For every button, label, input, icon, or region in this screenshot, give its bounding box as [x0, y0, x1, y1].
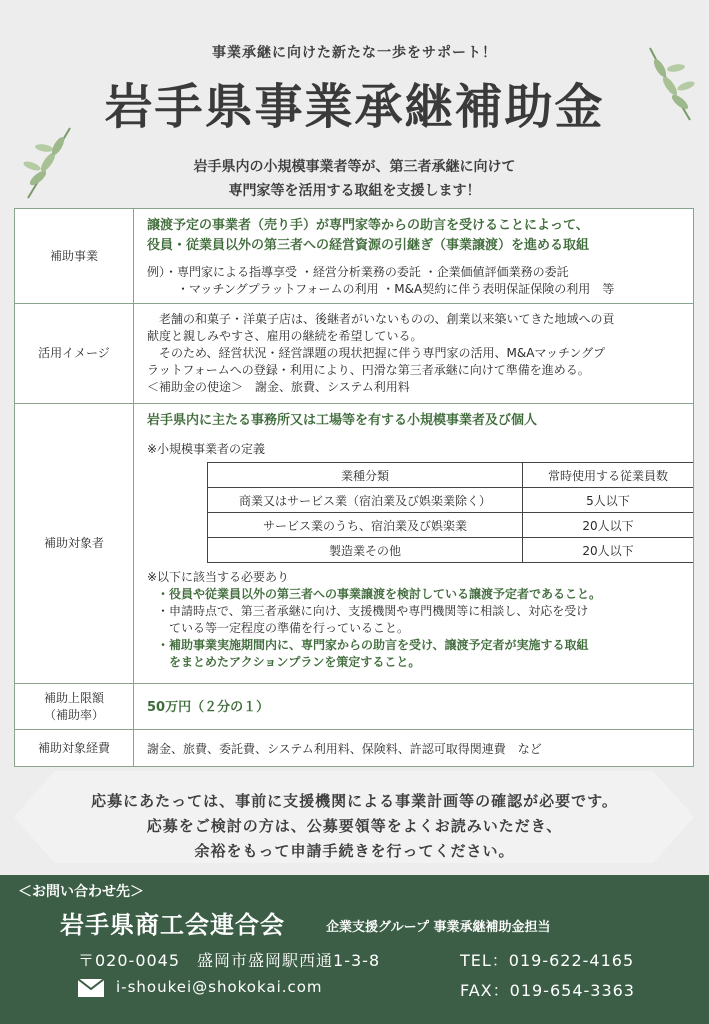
- usage-line-3: そのため、経営状況・経営課題の現状把握に伴う専門家の活用、M&Aマッチングプ: [147, 346, 606, 360]
- def-row-employees: 20人以下: [523, 538, 694, 563]
- mail-icon: [78, 979, 104, 997]
- telephone: TEL：019-622-4165: [460, 951, 635, 970]
- page-title: 岩手県事業承継補助金: [104, 79, 605, 135]
- project-heading-1: 譲渡予定の事業者（売り手）が専門家等からの助言を受けることによって、: [147, 218, 589, 233]
- def-row-employees: 20人以下: [523, 513, 694, 538]
- project-heading-2: 役員・従業員以外の第三者への経営資源の引継ぎ（事業譲渡）を進める取組: [147, 238, 590, 253]
- label-eligible: 補助対象者: [15, 404, 134, 684]
- subtitle-line-2: 専門家等を活用する取組を支援します！: [228, 183, 481, 199]
- address: 〒020-0045 盛岡市盛岡駅西通1-3-8: [78, 951, 381, 970]
- usage-line-2: 献度と親しみやすさ、雇用の継続を希望している。: [147, 329, 423, 343]
- tagline: 事業承継に向けた新たな一歩をサポート！: [212, 45, 497, 61]
- example-line-2: ・マッチングプラットフォームの利用 ・M&A契約に伴う表明保証保険の利用 等: [177, 282, 615, 296]
- def-row-category: 製造業その他: [208, 538, 523, 563]
- def-header-category: 業種分類: [208, 463, 523, 488]
- subtitle-line-1: 岩手県内の小規模事業者等が、第三者承継に向けて: [193, 159, 516, 175]
- notice-line-3: 余裕をもって申請手続きを行ってください。: [194, 842, 515, 860]
- label-usage-image: 活用イメージ: [15, 304, 134, 404]
- email-address[interactable]: i-shoukei@shokokai.com: [116, 978, 323, 996]
- info-table: [14, 208, 694, 767]
- usage-line-5: ＜補助金の使途＞ 謝金、旅費、システム利用料: [147, 380, 410, 394]
- notice-line-2: 応募をご検討の方は、公募要領等をよくお読みいただき、: [146, 817, 563, 835]
- definition-note: ※小規模事業者の定義: [147, 442, 266, 456]
- def-row-employees: 5人以下: [523, 488, 694, 513]
- eligible-heading: 岩手県内に主たる事務所又は工場等を有する小規模事業者及び個人: [147, 413, 538, 428]
- usage-line-1: 老舗の和菓子・洋菓子店は、後継者がいないものの、創業以来築いてきた地域への貢: [147, 312, 615, 326]
- def-header-employees: 常時使用する従業員数: [523, 463, 694, 488]
- organization-name: 岩手県商工会連合会: [60, 911, 285, 939]
- requirement-3: ・補助事業実施期間内に、専門家からの助言を受け、譲渡予定者が実施する取組 をまとめたアクションプランを策定すること。: [157, 638, 589, 669]
- department: 企業支援グループ 事業承継補助金担当: [326, 920, 551, 935]
- requirement-note: ※以下に該当する必要あり: [147, 570, 290, 584]
- usage-line-4: ラットフォームへの登録・利用により、円滑な第三者承継に向けて準備を進める。: [147, 363, 590, 377]
- contact-label: ＜お問い合わせ先＞: [18, 884, 144, 900]
- label-eligible-expenses: 補助対象経費: [15, 730, 134, 767]
- def-row-category: 商業又はサービス業（宿泊業及び娯楽業除く）: [208, 488, 523, 513]
- fax: FAX：019-654-3363: [460, 981, 635, 1000]
- upper-limit-value: 50万円（２分の１）: [147, 699, 270, 715]
- label-upper-limit: 補助上限額 （補助率）: [15, 684, 134, 730]
- example-line-1: 例）・専門家による指導享受 ・経営分析業務の委託 ・企業価値評価業務の委託: [147, 265, 569, 279]
- requirement-2: ・申請時点で、第三者承継に向け、支援機関や専門機関等に相談し、対応を受け ている等一定程度の準備を行っていること。: [157, 604, 589, 635]
- notice-line-1: 応募にあたっては、事前に支援機関による事業計画等の確認が必要です。: [91, 792, 618, 810]
- requirement-1: ・役員や従業員以外の第三者への事業譲渡を検討している譲渡予定者であること。: [157, 587, 602, 601]
- label-subsidy-project: 補助事業: [15, 209, 134, 304]
- contact-footer: [0, 875, 709, 1024]
- def-row-category: サービス業のうち、宿泊業及び娯楽業: [208, 513, 523, 538]
- eligible-expenses-value: 謝金、旅費、委託費、システム利用料、保険料、許認可取得関連費 など: [147, 741, 542, 756]
- definition-table: [207, 462, 694, 563]
